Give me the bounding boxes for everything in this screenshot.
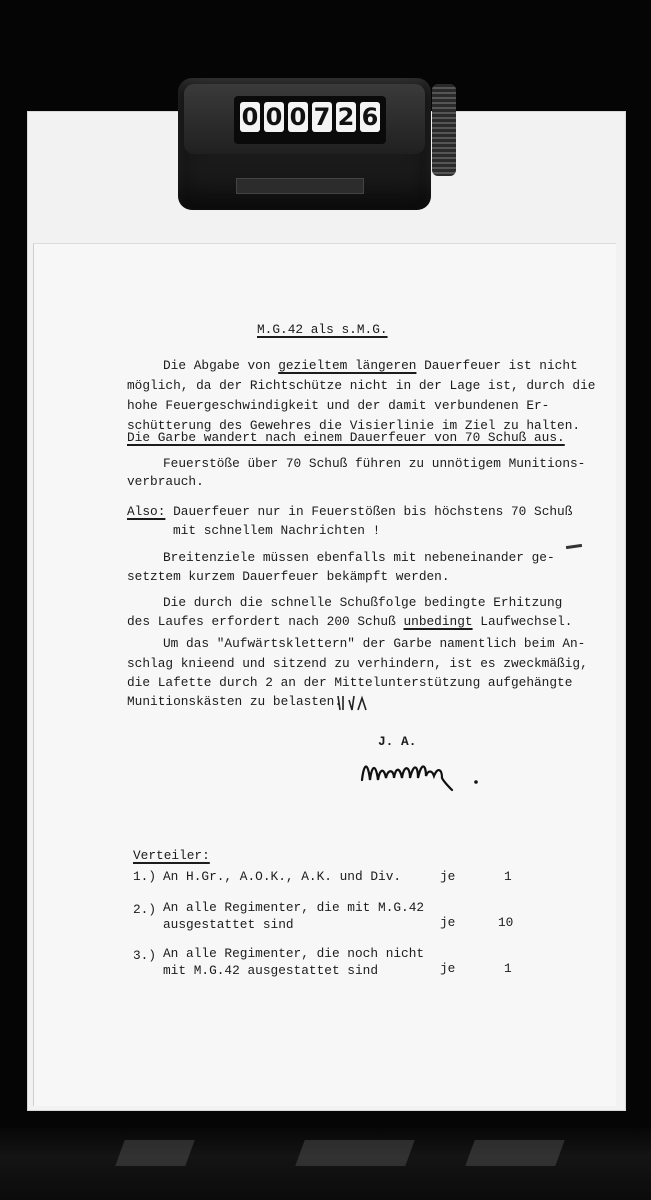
counter-digit: 7	[313, 103, 331, 131]
distribution-item-text-cont: ausgestattet sind	[163, 917, 294, 932]
distribution-item-text: An H.Gr., A.O.K., A.K. und Div.	[163, 869, 402, 884]
text-run: Die Abgabe von	[163, 358, 279, 373]
underlined-text: gezieltem längeren	[278, 358, 417, 373]
counter-digit: 0	[289, 103, 307, 131]
distribution-item-count: 1	[504, 961, 512, 976]
counter-digit: 6	[361, 103, 379, 131]
counter-digit: 2	[337, 103, 355, 131]
para6-line4: Munitionskästen zu belasten.	[127, 694, 343, 709]
para1-line1	[163, 356, 578, 376]
film-artifact	[465, 1140, 564, 1166]
handwritten-initials-mark	[336, 692, 376, 717]
counter-knob	[432, 84, 456, 176]
initials-scribble-icon	[336, 692, 376, 714]
distribution-item-count: 1	[504, 869, 512, 884]
counter-digits	[234, 96, 386, 144]
para1-line5: Die Garbe wandert nach einem Dauerfeuer von 70 Schuß aus.	[127, 430, 565, 445]
distribution-item-je: je	[440, 915, 456, 930]
text-run: Dauerfeuer ist nicht	[416, 358, 578, 373]
text-run: des Laufes erfordert nach 200 Schuß	[127, 614, 404, 629]
para1-line4: schütterung des Gewehres die Visierlinie im Ziel zu halten.	[127, 418, 581, 433]
film-artifact	[115, 1140, 194, 1166]
document-title: M.G.42 als s.M.G.	[257, 322, 388, 337]
para5-line1: Die durch die schnelle Schußfolge bedingte Erhitzung	[163, 595, 563, 610]
underlined-text: unbedingt	[403, 614, 473, 629]
distribution-heading: Verteiler:	[133, 848, 210, 863]
para3-line1	[127, 502, 572, 522]
signature-ia: J. A.	[378, 734, 417, 749]
para4-line2: setztem kurzem Dauerfeuer bekämpft werden.	[127, 569, 450, 584]
counter-digit: 0	[265, 103, 283, 131]
para5-line2	[127, 612, 572, 632]
distribution-item-text: An alle Regimenter, die noch nicht	[163, 946, 425, 961]
distribution-item-count: 10	[498, 915, 514, 930]
para6-line2: schlag knieend und sitzend zu verhindern, ist es zweckmäßig,	[127, 656, 588, 671]
text-run: Dauerfeuer nur in Feuerstößen bis höchstens 70 Schuß	[165, 504, 573, 519]
film-artifact	[295, 1140, 414, 1166]
para1-line3: hohe Feuergeschwindigkeit und der damit verbundenen Er-	[127, 398, 550, 413]
distribution-item-number: 3.)	[133, 948, 157, 963]
also-label: Also:	[127, 504, 166, 519]
distribution-item-number: 2.)	[133, 902, 157, 917]
para2-line1: Feuerstöße über 70 Schuß führen zu unnötigem Munitions-	[163, 456, 586, 471]
counter-housing	[184, 84, 425, 154]
para2-line2: verbrauch.	[127, 474, 204, 489]
signature-scribble-icon	[358, 752, 488, 792]
para6-line3: die Lafette durch 2 an der Mittelunterstützung aufgehängte	[127, 675, 573, 690]
distribution-item-je: je	[440, 961, 456, 976]
distribution-item-number: 1.)	[133, 869, 157, 884]
para6-line1: Um das "Aufwärtsklettern" der Garbe namentlich beim An-	[163, 636, 586, 651]
counter-digit: 0	[241, 103, 259, 131]
distribution-item-text: An alle Regimenter, die mit M.G.42	[163, 900, 425, 915]
frame-counter	[178, 78, 431, 210]
counter-label-plate	[236, 178, 364, 194]
distribution-item-text-cont: mit M.G.42 ausgestattet sind	[163, 963, 379, 978]
para3-line2: mit schnellem Nachrichten !	[173, 523, 381, 538]
para4-line1: Breitenziele müssen ebenfalls mit nebeneinander ge-	[163, 550, 555, 565]
para1-line2: möglich, da der Richtschütze nicht in der Lage ist, durch die	[127, 378, 596, 393]
text-run: Laufwechsel.	[472, 614, 573, 629]
handwritten-signature	[358, 752, 488, 799]
distribution-item-je: je	[440, 869, 456, 884]
film-bottom-edge	[0, 1128, 651, 1200]
